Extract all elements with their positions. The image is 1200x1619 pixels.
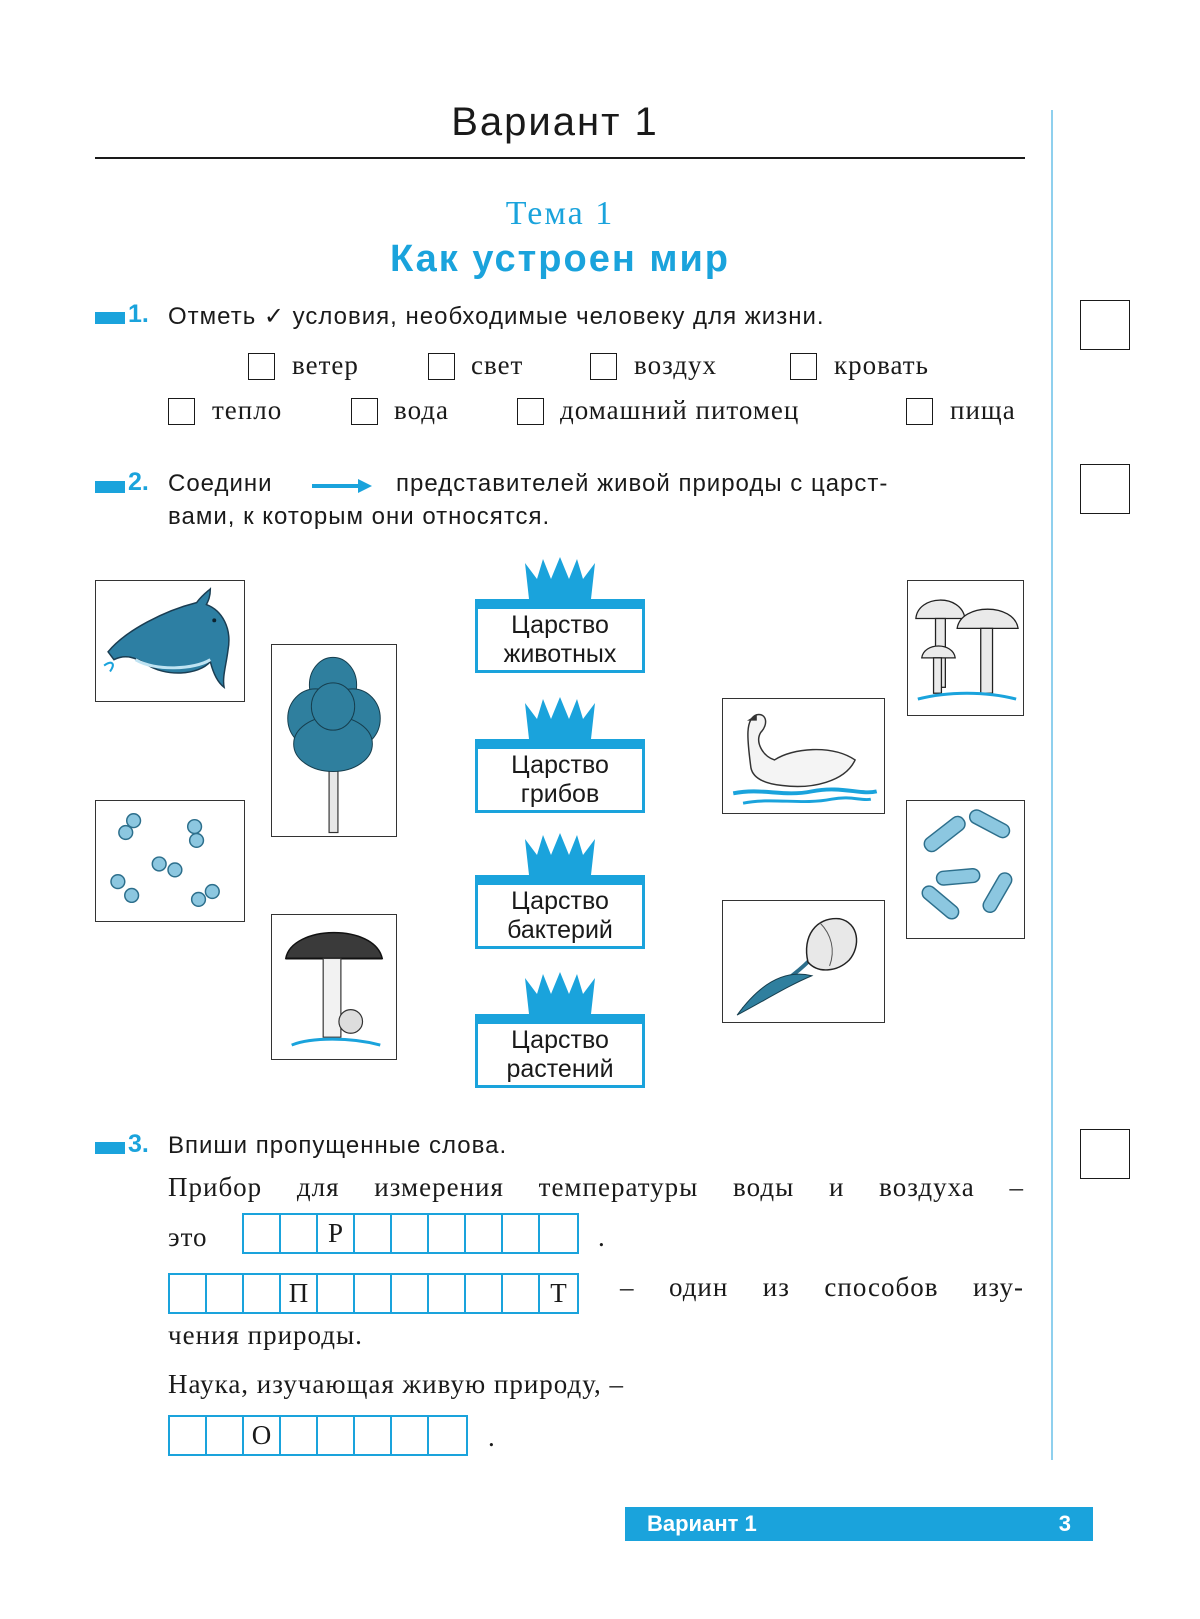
variant-title: Вариант 1 xyxy=(451,100,659,144)
task3-score-box[interactable] xyxy=(1080,1129,1130,1179)
tulip-icon xyxy=(723,901,884,1022)
kingdom-label: Царство бактерий xyxy=(475,885,645,949)
task1-marker xyxy=(95,312,125,324)
checkbox-water[interactable] xyxy=(351,398,378,425)
word1-period: . xyxy=(598,1222,606,1252)
tree-picture[interactable] xyxy=(271,644,397,837)
task2-text-start: Соедини xyxy=(168,470,273,497)
option-pet: домашний питомец xyxy=(560,395,800,425)
letter-cell[interactable] xyxy=(466,1275,503,1312)
kingdom-bacteria[interactable] xyxy=(475,833,645,949)
mushrooms-icon xyxy=(908,581,1023,715)
kingdom-label: Царство животных xyxy=(475,609,645,673)
letter-cell[interactable] xyxy=(355,1215,392,1252)
task3-line4: чения природы. xyxy=(168,1320,363,1350)
kingdom-fungi[interactable] xyxy=(475,697,645,813)
kingdom-roof xyxy=(475,599,645,609)
letter-cell[interactable]: Р xyxy=(318,1215,355,1252)
option-air: воздух xyxy=(634,350,717,380)
letter-cell[interactable] xyxy=(392,1215,429,1252)
option-warmth: тепло xyxy=(212,395,283,425)
bacteria-rods-picture[interactable] xyxy=(906,800,1025,939)
option-food: пища xyxy=(950,395,1016,425)
task3-line5: Наука, изучающая живую природу, – xyxy=(168,1369,625,1399)
task2-text-line2: вами, к которым они относятся. xyxy=(168,503,551,530)
crown-icon xyxy=(525,557,595,599)
task2-text-cont: представителей живой природы с царст- xyxy=(396,470,889,497)
mushroom-icon xyxy=(272,915,396,1059)
checkbox-wind[interactable] xyxy=(248,353,275,380)
mushrooms-group-picture[interactable] xyxy=(907,580,1024,716)
crown-icon xyxy=(525,972,595,1014)
swan-picture[interactable] xyxy=(722,698,885,814)
kingdom-animals[interactable] xyxy=(475,557,645,673)
kingdom-plants[interactable] xyxy=(475,972,645,1088)
task3-line1: Прибор для измерения температуры воды и воздуха – xyxy=(168,1172,1024,1202)
dolphin-picture[interactable] xyxy=(95,580,245,702)
rods-icon xyxy=(907,801,1024,938)
option-bed: кровать xyxy=(834,350,929,380)
letter-cell[interactable] xyxy=(318,1275,355,1312)
word1-grid[interactable] xyxy=(242,1213,579,1254)
checkbox-light[interactable] xyxy=(428,353,455,380)
task3-marker xyxy=(95,1142,125,1154)
crown-icon xyxy=(525,833,595,875)
kingdom-label: Царство растений xyxy=(475,1024,645,1088)
checkbox-food[interactable] xyxy=(906,398,933,425)
task3-line2-prefix: это xyxy=(168,1222,208,1252)
letter-cell[interactable] xyxy=(540,1215,577,1252)
cocci-icon xyxy=(96,801,244,921)
letter-cell[interactable] xyxy=(429,1275,466,1312)
letter-cell[interactable] xyxy=(244,1215,281,1252)
bacteria-cocci-picture[interactable] xyxy=(95,800,245,922)
swan-icon xyxy=(723,699,884,813)
tulip-picture[interactable] xyxy=(722,900,885,1023)
footer-bar xyxy=(625,1507,1093,1541)
letter-cell[interactable] xyxy=(355,1275,392,1312)
letter-cell[interactable] xyxy=(392,1275,429,1312)
letter-cell[interactable] xyxy=(429,1215,466,1252)
letter-cell[interactable] xyxy=(503,1275,540,1312)
letter-cell[interactable]: П xyxy=(281,1275,318,1312)
option-water: вода xyxy=(394,395,450,425)
checkbox-warmth[interactable] xyxy=(168,398,195,425)
letter-cell[interactable] xyxy=(503,1215,540,1252)
letter-cell[interactable]: Т xyxy=(550,1278,567,1308)
task3-number: 3. xyxy=(128,1130,149,1158)
task2-marker xyxy=(95,481,125,493)
crown-icon xyxy=(525,697,595,739)
checkbox-pet[interactable] xyxy=(517,398,544,425)
option-light: свет xyxy=(471,350,524,380)
topic-title: Как устроен мир xyxy=(389,238,731,280)
letter-cell[interactable] xyxy=(207,1275,244,1312)
word3-grid[interactable] xyxy=(168,1415,468,1456)
letter-cell[interactable]: О xyxy=(244,1417,281,1454)
page-number: 3 xyxy=(1058,1511,1071,1536)
option-wind: ветер xyxy=(292,350,359,380)
letter-cell[interactable] xyxy=(281,1215,318,1252)
task2-score-box[interactable] xyxy=(1080,464,1130,514)
letter-cell[interactable] xyxy=(244,1275,281,1312)
letter-cell[interactable] xyxy=(281,1417,318,1454)
topic-number: Тема 1 xyxy=(505,195,615,232)
footer-label: Вариант 1 xyxy=(647,1511,757,1536)
letter-cell[interactable] xyxy=(466,1215,503,1252)
word3-period: . xyxy=(488,1422,496,1452)
title-divider xyxy=(95,157,1025,159)
dolphin-icon xyxy=(96,581,244,701)
connect-arrow-icon xyxy=(310,476,374,496)
margin-line xyxy=(1051,110,1053,1460)
task3-line3: – один из способов изу- xyxy=(620,1272,1024,1302)
kingdom-roof xyxy=(475,739,645,749)
letter-cell[interactable] xyxy=(355,1417,392,1454)
task1-number: 1. xyxy=(128,300,149,328)
letter-cell[interactable] xyxy=(318,1417,355,1454)
letter-cell[interactable] xyxy=(429,1417,466,1454)
letter-cell[interactable] xyxy=(207,1417,244,1454)
checkbox-bed[interactable] xyxy=(790,353,817,380)
kingdom-roof xyxy=(475,875,645,885)
word2-grid[interactable] xyxy=(168,1273,579,1314)
letter-cell[interactable] xyxy=(170,1275,207,1312)
letter-cell[interactable] xyxy=(170,1417,207,1454)
task1-score-box[interactable] xyxy=(1080,300,1130,350)
kingdom-roof xyxy=(475,1014,645,1024)
letter-cell[interactable] xyxy=(392,1417,429,1454)
tree-icon xyxy=(272,645,396,836)
mushroom-picture[interactable] xyxy=(271,914,397,1060)
kingdom-label: Царство грибов xyxy=(475,749,645,813)
task1-text: Отметь ✓ условия, необходимые человеку для жизни. xyxy=(168,303,825,330)
task2-number: 2. xyxy=(128,468,149,496)
checkbox-air[interactable] xyxy=(590,353,617,380)
task3-text: Впиши пропущенные слова. xyxy=(168,1132,508,1159)
